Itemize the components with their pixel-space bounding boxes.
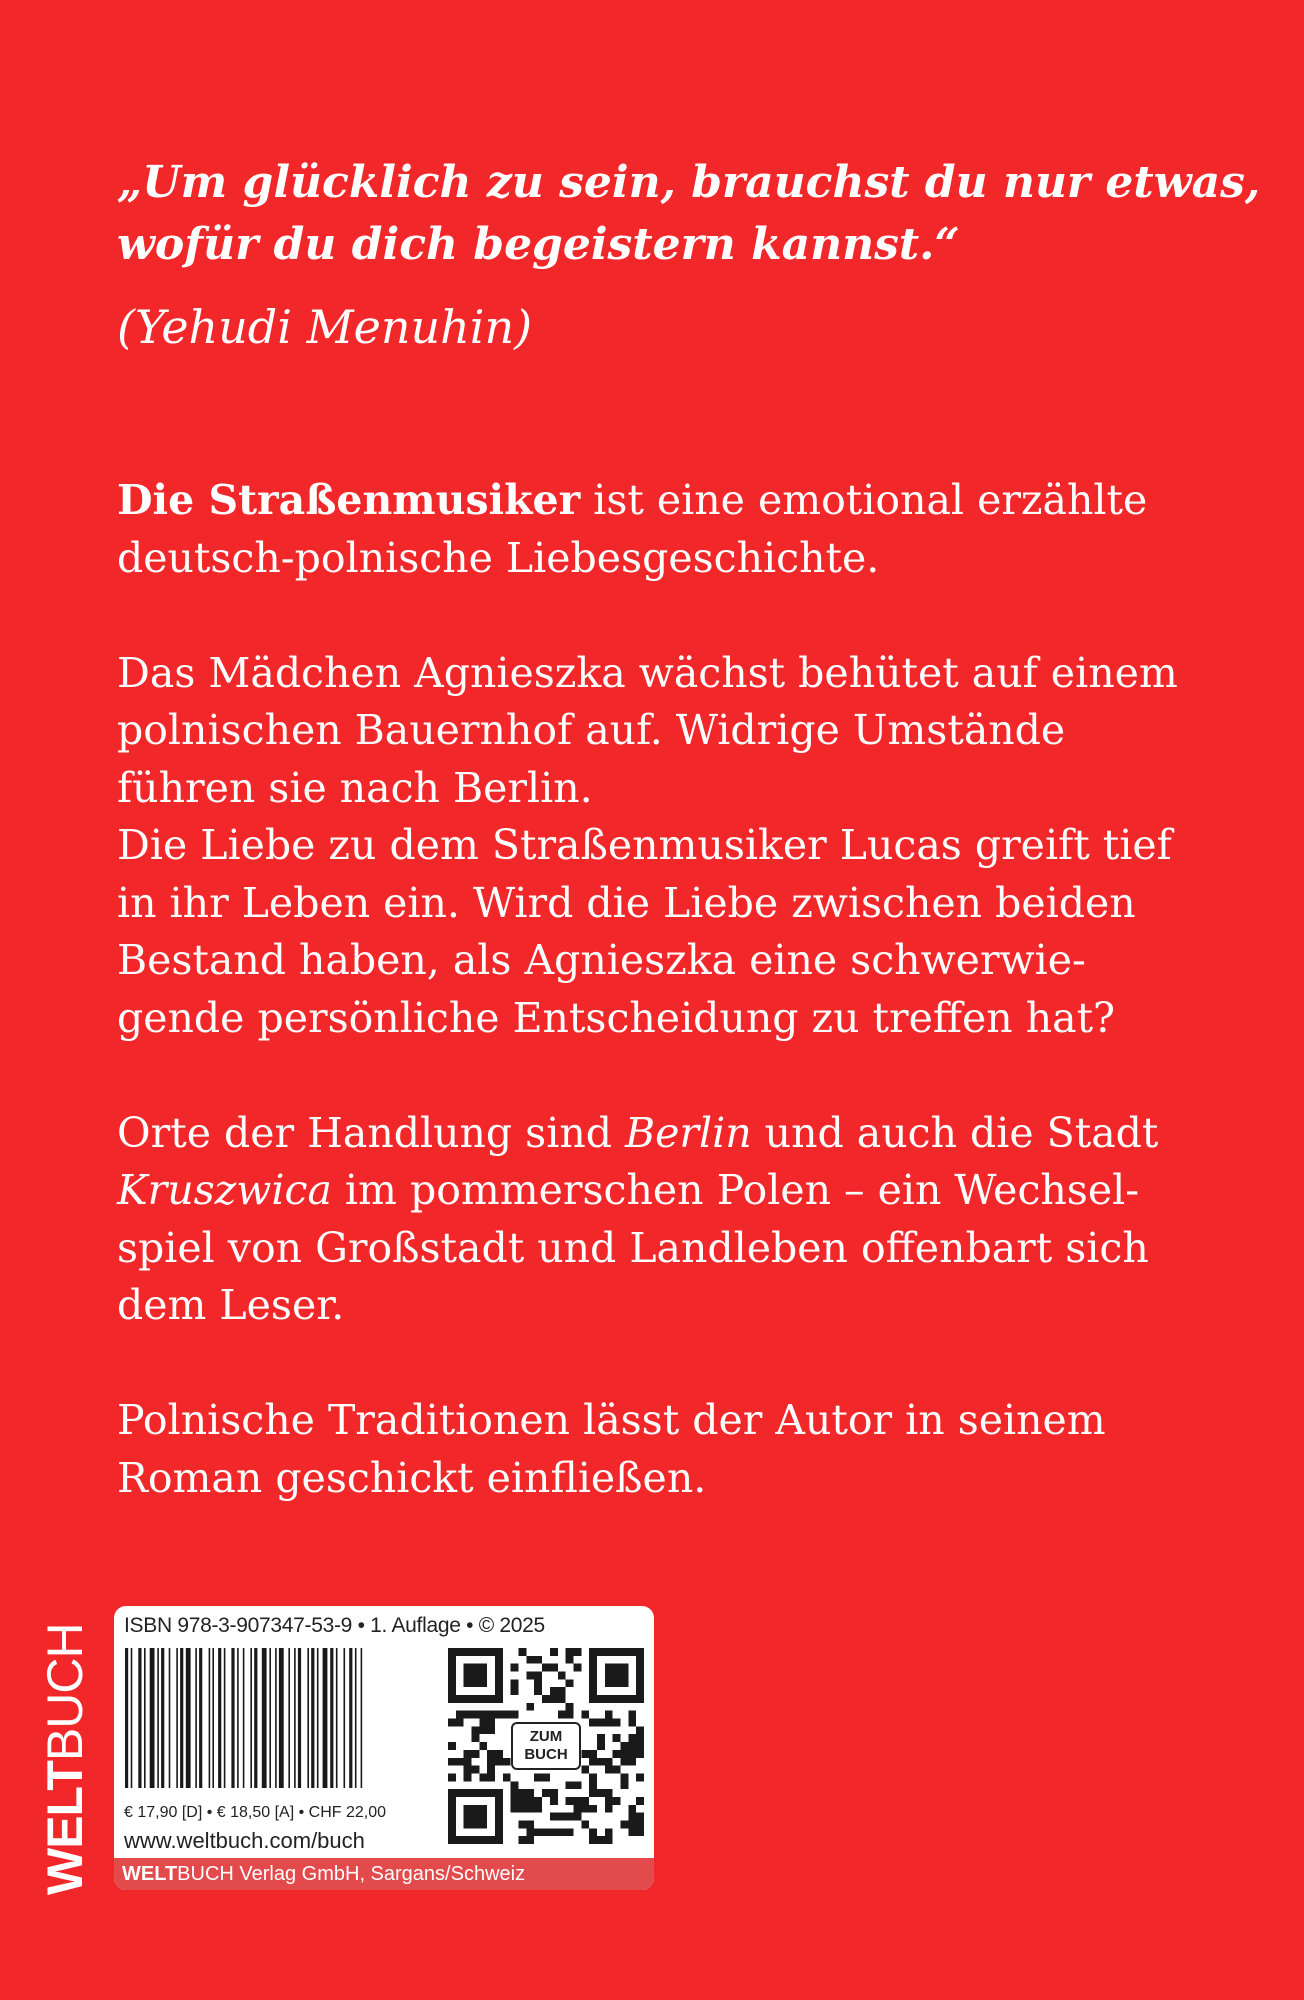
text-line: Polnische Traditionen lässt der Autor in seinem — [117, 1396, 1106, 1444]
qr-module — [636, 1734, 644, 1742]
qr-module — [589, 1836, 597, 1844]
qr-module — [589, 1719, 597, 1727]
qr-module — [542, 1773, 550, 1781]
qr-module — [503, 1773, 511, 1781]
text-line: Roman geschickt einfließen. — [117, 1453, 707, 1502]
barcode-bar — [330, 1648, 333, 1788]
blurb-paragraph — [117, 1105, 1247, 1335]
isbn-line: ISBN 978-3-907347-53-9 • 1. Auflage • © 2025 — [124, 1614, 545, 1637]
qr-module — [542, 1695, 550, 1703]
qr-module — [566, 1703, 574, 1711]
barcode-bar — [349, 1648, 352, 1788]
barcode-bar — [269, 1648, 271, 1788]
qr-module — [589, 1773, 597, 1781]
barcode-bar — [231, 1648, 234, 1788]
qr-module — [566, 1828, 574, 1836]
qr-module — [558, 1813, 566, 1821]
qr-module — [613, 1719, 621, 1727]
qr-module — [605, 1805, 613, 1813]
qr-module — [487, 1773, 495, 1781]
qr-module — [628, 1750, 636, 1758]
qr-module — [628, 1742, 636, 1750]
qr-module — [573, 1648, 581, 1656]
qr-module — [605, 1789, 613, 1797]
qr-module — [620, 1773, 628, 1781]
publisher-logo-bold: WELT — [37, 1761, 93, 1895]
qr-module — [573, 1805, 581, 1813]
barcode-bar — [199, 1648, 202, 1788]
qr-module — [464, 1773, 472, 1781]
qr-module — [487, 1758, 495, 1766]
qr-module — [613, 1766, 621, 1774]
barcode-bar — [298, 1648, 301, 1788]
qr-module — [581, 1750, 589, 1758]
qr-module — [636, 1820, 644, 1828]
barcode-bar — [317, 1648, 319, 1788]
qr-module — [534, 1656, 542, 1664]
qr-module — [597, 1836, 605, 1844]
qr-module — [581, 1820, 589, 1828]
qr-module — [448, 1758, 456, 1766]
quote-attribution: (Yehudi Menuhin) — [117, 300, 533, 354]
text-line — [117, 1105, 1247, 1163]
barcode-bar — [218, 1648, 221, 1788]
blurb — [117, 472, 1247, 1565]
barcode-bar — [279, 1648, 284, 1788]
barcode-bar — [254, 1648, 257, 1788]
qr-module — [605, 1664, 629, 1688]
qr-module — [613, 1734, 621, 1742]
qr-module — [589, 1828, 597, 1836]
qr-module — [526, 1789, 534, 1797]
barcode-bar — [144, 1648, 146, 1788]
qr-module — [479, 1719, 487, 1727]
qr-module — [636, 1750, 644, 1758]
qr-label — [511, 1722, 581, 1770]
qr-module — [566, 1797, 574, 1805]
imprint-bold: WELT — [122, 1863, 178, 1885]
qr-module — [519, 1820, 527, 1828]
qr-module — [479, 1773, 487, 1781]
qr-module — [464, 1766, 472, 1774]
text-line: Die Liebe zu dem Straßenmusiker Lucas greift tief — [117, 821, 1172, 869]
url-line: www.weltbuch.com/buch — [124, 1828, 365, 1853]
qr-module — [511, 1789, 519, 1797]
qr-module — [511, 1781, 519, 1789]
qr-module — [597, 1742, 605, 1750]
qr-module — [573, 1813, 581, 1821]
qr-module — [472, 1750, 480, 1758]
qr-module — [620, 1750, 628, 1758]
qr-module — [636, 1828, 644, 1836]
qr-module — [542, 1828, 550, 1836]
qr-module — [495, 1711, 503, 1719]
qr-module — [550, 1664, 558, 1672]
qr-module — [519, 1648, 527, 1656]
qr-module — [542, 1789, 550, 1797]
barcode-bar — [294, 1648, 296, 1788]
qr-module — [605, 1711, 613, 1719]
qr-module — [487, 1766, 495, 1774]
barcode-bar — [150, 1648, 155, 1788]
qr-module — [566, 1813, 574, 1821]
barcode-bar — [355, 1648, 357, 1788]
qr-module — [448, 1742, 456, 1750]
qr-module — [566, 1781, 574, 1789]
qr-module — [464, 1805, 488, 1829]
qr-module — [519, 1789, 527, 1797]
qr-module — [464, 1664, 488, 1688]
qr-module — [628, 1758, 636, 1766]
qr-module — [550, 1789, 558, 1797]
qr-module — [613, 1750, 621, 1758]
qr-module — [503, 1758, 511, 1766]
qr-module — [636, 1742, 644, 1750]
qr-module — [495, 1758, 503, 1766]
qr-module — [550, 1828, 558, 1836]
barcode-bar — [180, 1648, 183, 1788]
barcode — [123, 1648, 436, 1788]
qr-module — [519, 1797, 527, 1805]
qr-module — [573, 1781, 581, 1789]
qr-module — [526, 1656, 534, 1664]
qr-module — [479, 1726, 487, 1734]
barcode-bar — [212, 1648, 214, 1788]
qr-module — [511, 1711, 519, 1719]
qr-module — [534, 1773, 542, 1781]
barcode-bar — [176, 1648, 178, 1788]
qr-module — [550, 1687, 558, 1695]
qr-module — [534, 1679, 542, 1687]
qr-module — [511, 1805, 519, 1813]
qr-module — [566, 1656, 574, 1664]
qr-label-line: ZUM — [529, 1728, 563, 1745]
qr-module — [511, 1679, 519, 1687]
barcode-bar — [131, 1648, 133, 1788]
qr-module — [605, 1828, 613, 1836]
publisher-logo-light: BUCH — [37, 1623, 93, 1762]
blurb-paragraph — [117, 645, 1247, 1048]
qr-module — [628, 1719, 636, 1727]
qr-module — [581, 1797, 589, 1805]
qr-module — [472, 1711, 480, 1719]
qr-module — [526, 1836, 534, 1844]
quote-line: wofür du dich begeistern kannst.“ — [117, 219, 960, 270]
qr-module — [597, 1758, 605, 1766]
text-line: Das Mädchen Agnieszka wächst behütet auf einem — [117, 648, 1178, 697]
barcode-bar — [361, 1648, 363, 1788]
qr-module — [519, 1836, 527, 1844]
qr-module — [628, 1711, 636, 1719]
quote — [117, 152, 1261, 276]
qr-module — [581, 1766, 589, 1774]
text-line: in ihr Leben ein. Wird die Liebe zwischen beiden — [117, 878, 1136, 927]
barcode-bar — [288, 1648, 290, 1788]
qr-module — [534, 1687, 542, 1695]
qr-module — [526, 1828, 534, 1836]
barcode-box — [114, 1606, 654, 1890]
imprint-text: BUCH Verlag GmbH, Sargans/Schweiz — [177, 1863, 526, 1885]
book-title: Die Straßenmusiker — [117, 476, 581, 524]
qr-module — [464, 1750, 472, 1758]
qr-module — [519, 1805, 527, 1813]
city-name: Kruszwica — [117, 1166, 332, 1214]
barcode-bar — [125, 1648, 128, 1788]
qr-module — [573, 1797, 581, 1805]
qr-module — [566, 1648, 574, 1656]
barcode-bar — [275, 1648, 277, 1788]
qr-module — [628, 1820, 636, 1828]
qr-module — [448, 1773, 456, 1781]
qr-module — [448, 1719, 456, 1727]
publisher-logo-vertical — [36, 1623, 94, 1895]
barcode-bar — [224, 1648, 226, 1788]
qr-module — [472, 1766, 480, 1774]
text-fragment: und auch die Stadt — [751, 1108, 1159, 1157]
barcode-bar — [250, 1648, 252, 1788]
qr-module — [620, 1781, 628, 1789]
qr-module — [620, 1820, 628, 1828]
qr-module — [628, 1828, 636, 1836]
barcode-bar — [169, 1648, 171, 1788]
qr-module — [464, 1758, 472, 1766]
text-line: spiel von Großstadt und Landleben offenbart sich — [117, 1223, 1149, 1272]
imprint-bar — [114, 1858, 654, 1890]
quote-line: „Um glücklich zu sein, brauchst du nur etwas, — [117, 157, 1261, 208]
qr-module — [487, 1719, 495, 1727]
qr-label-line: BUCH — [524, 1746, 568, 1763]
blurb-paragraph — [117, 1392, 1247, 1507]
qr-module — [472, 1726, 480, 1734]
text-fragment: ist eine emotional erzählte — [580, 476, 1148, 524]
barcode-bar — [311, 1648, 314, 1788]
barcode-bar — [323, 1648, 328, 1788]
qr-module — [550, 1797, 558, 1805]
qr-module — [605, 1836, 613, 1844]
qr-module — [589, 1805, 597, 1813]
qr-module — [589, 1750, 597, 1758]
qr-module — [597, 1789, 605, 1797]
text-line: dem Leser. — [117, 1281, 345, 1329]
qr-module — [534, 1805, 542, 1813]
price-line: € 17,90 [D] • € 18,50 [A] • CHF 22,00 — [124, 1804, 387, 1821]
qr-module — [503, 1711, 511, 1719]
qr-module — [487, 1711, 495, 1719]
qr-module — [479, 1711, 487, 1719]
barcode-bar — [186, 1648, 191, 1788]
barcode-bar — [307, 1648, 309, 1788]
qr-module — [558, 1672, 566, 1680]
qr-module — [456, 1758, 464, 1766]
text-fragment: Orte der Handlung sind — [117, 1108, 626, 1157]
qr-module — [511, 1664, 519, 1672]
barcode-bar — [262, 1648, 267, 1788]
qr-module — [526, 1703, 534, 1711]
blurb-paragraph — [117, 472, 1247, 587]
qr-module — [573, 1664, 581, 1672]
qr-module — [605, 1766, 613, 1774]
qr-module — [456, 1719, 464, 1727]
qr-module — [581, 1805, 589, 1813]
city-name: Berlin — [625, 1108, 752, 1157]
qr-module — [628, 1805, 636, 1813]
qr-module — [479, 1742, 487, 1750]
qr-module — [456, 1711, 464, 1719]
text-line: Bestand haben, als Agnieszka eine schwerwie- — [117, 936, 1086, 984]
qr-module — [628, 1734, 636, 1742]
qr-module — [558, 1695, 566, 1703]
qr-module — [550, 1695, 558, 1703]
text-line — [117, 1162, 1247, 1220]
qr-module — [534, 1828, 542, 1836]
text-fragment: im pommerschen Polen – ein Wechsel- — [331, 1166, 1140, 1214]
qr-module — [605, 1797, 613, 1805]
qr-module — [542, 1664, 550, 1672]
qr-module — [605, 1758, 613, 1766]
qr-module — [526, 1805, 534, 1813]
qr-module — [628, 1813, 636, 1821]
qr-module — [464, 1711, 472, 1719]
barcode-bar — [157, 1648, 159, 1788]
qr-module — [636, 1813, 644, 1821]
barcode-bar — [237, 1648, 239, 1788]
qr-module — [589, 1789, 597, 1797]
qr-module — [566, 1679, 574, 1687]
qr-module — [636, 1797, 644, 1805]
qr-module — [613, 1797, 621, 1805]
qr-module — [487, 1750, 495, 1758]
text-line: führen sie nach Berlin. — [117, 763, 593, 812]
qr-module — [581, 1711, 589, 1719]
barcode-bar — [138, 1648, 141, 1788]
barcode-bar — [209, 1648, 211, 1788]
text-line: deutsch-polnische Liebesgeschichte. — [117, 533, 880, 582]
qr-module — [534, 1672, 542, 1680]
barcode-bar — [195, 1648, 197, 1788]
qr-module — [550, 1813, 558, 1821]
qr-module — [558, 1711, 566, 1719]
qr-module — [511, 1687, 519, 1695]
qr-module — [495, 1750, 503, 1758]
qr-module — [526, 1820, 534, 1828]
qr-module — [605, 1719, 613, 1727]
barcode-bar — [161, 1648, 164, 1788]
text-line: polnischen Bauernhof auf. Widrige Umstände — [117, 706, 1066, 754]
qr-module — [597, 1719, 605, 1727]
text-line: gende persönliche Entscheidung zu treffen hat? — [117, 993, 1116, 1042]
qr-module — [487, 1726, 495, 1734]
barcode-bar — [344, 1648, 346, 1788]
qr-module — [526, 1672, 534, 1680]
qr-module — [620, 1742, 628, 1750]
barcode-bar — [336, 1648, 338, 1788]
qr-module — [620, 1758, 628, 1766]
qr-module — [558, 1828, 566, 1836]
qr-module — [511, 1797, 519, 1805]
qr-module — [636, 1773, 644, 1781]
qr-module — [550, 1648, 558, 1656]
qr-module — [558, 1687, 566, 1695]
qr-module — [636, 1726, 644, 1734]
qr-module — [566, 1711, 574, 1719]
qr-module — [472, 1734, 480, 1742]
text-line — [117, 472, 1247, 530]
qr-module — [597, 1734, 605, 1742]
qr-module — [589, 1758, 597, 1766]
qr-module — [534, 1797, 542, 1805]
barcode-bar — [243, 1648, 245, 1788]
qr-module — [526, 1797, 534, 1805]
qr-module — [589, 1781, 597, 1789]
